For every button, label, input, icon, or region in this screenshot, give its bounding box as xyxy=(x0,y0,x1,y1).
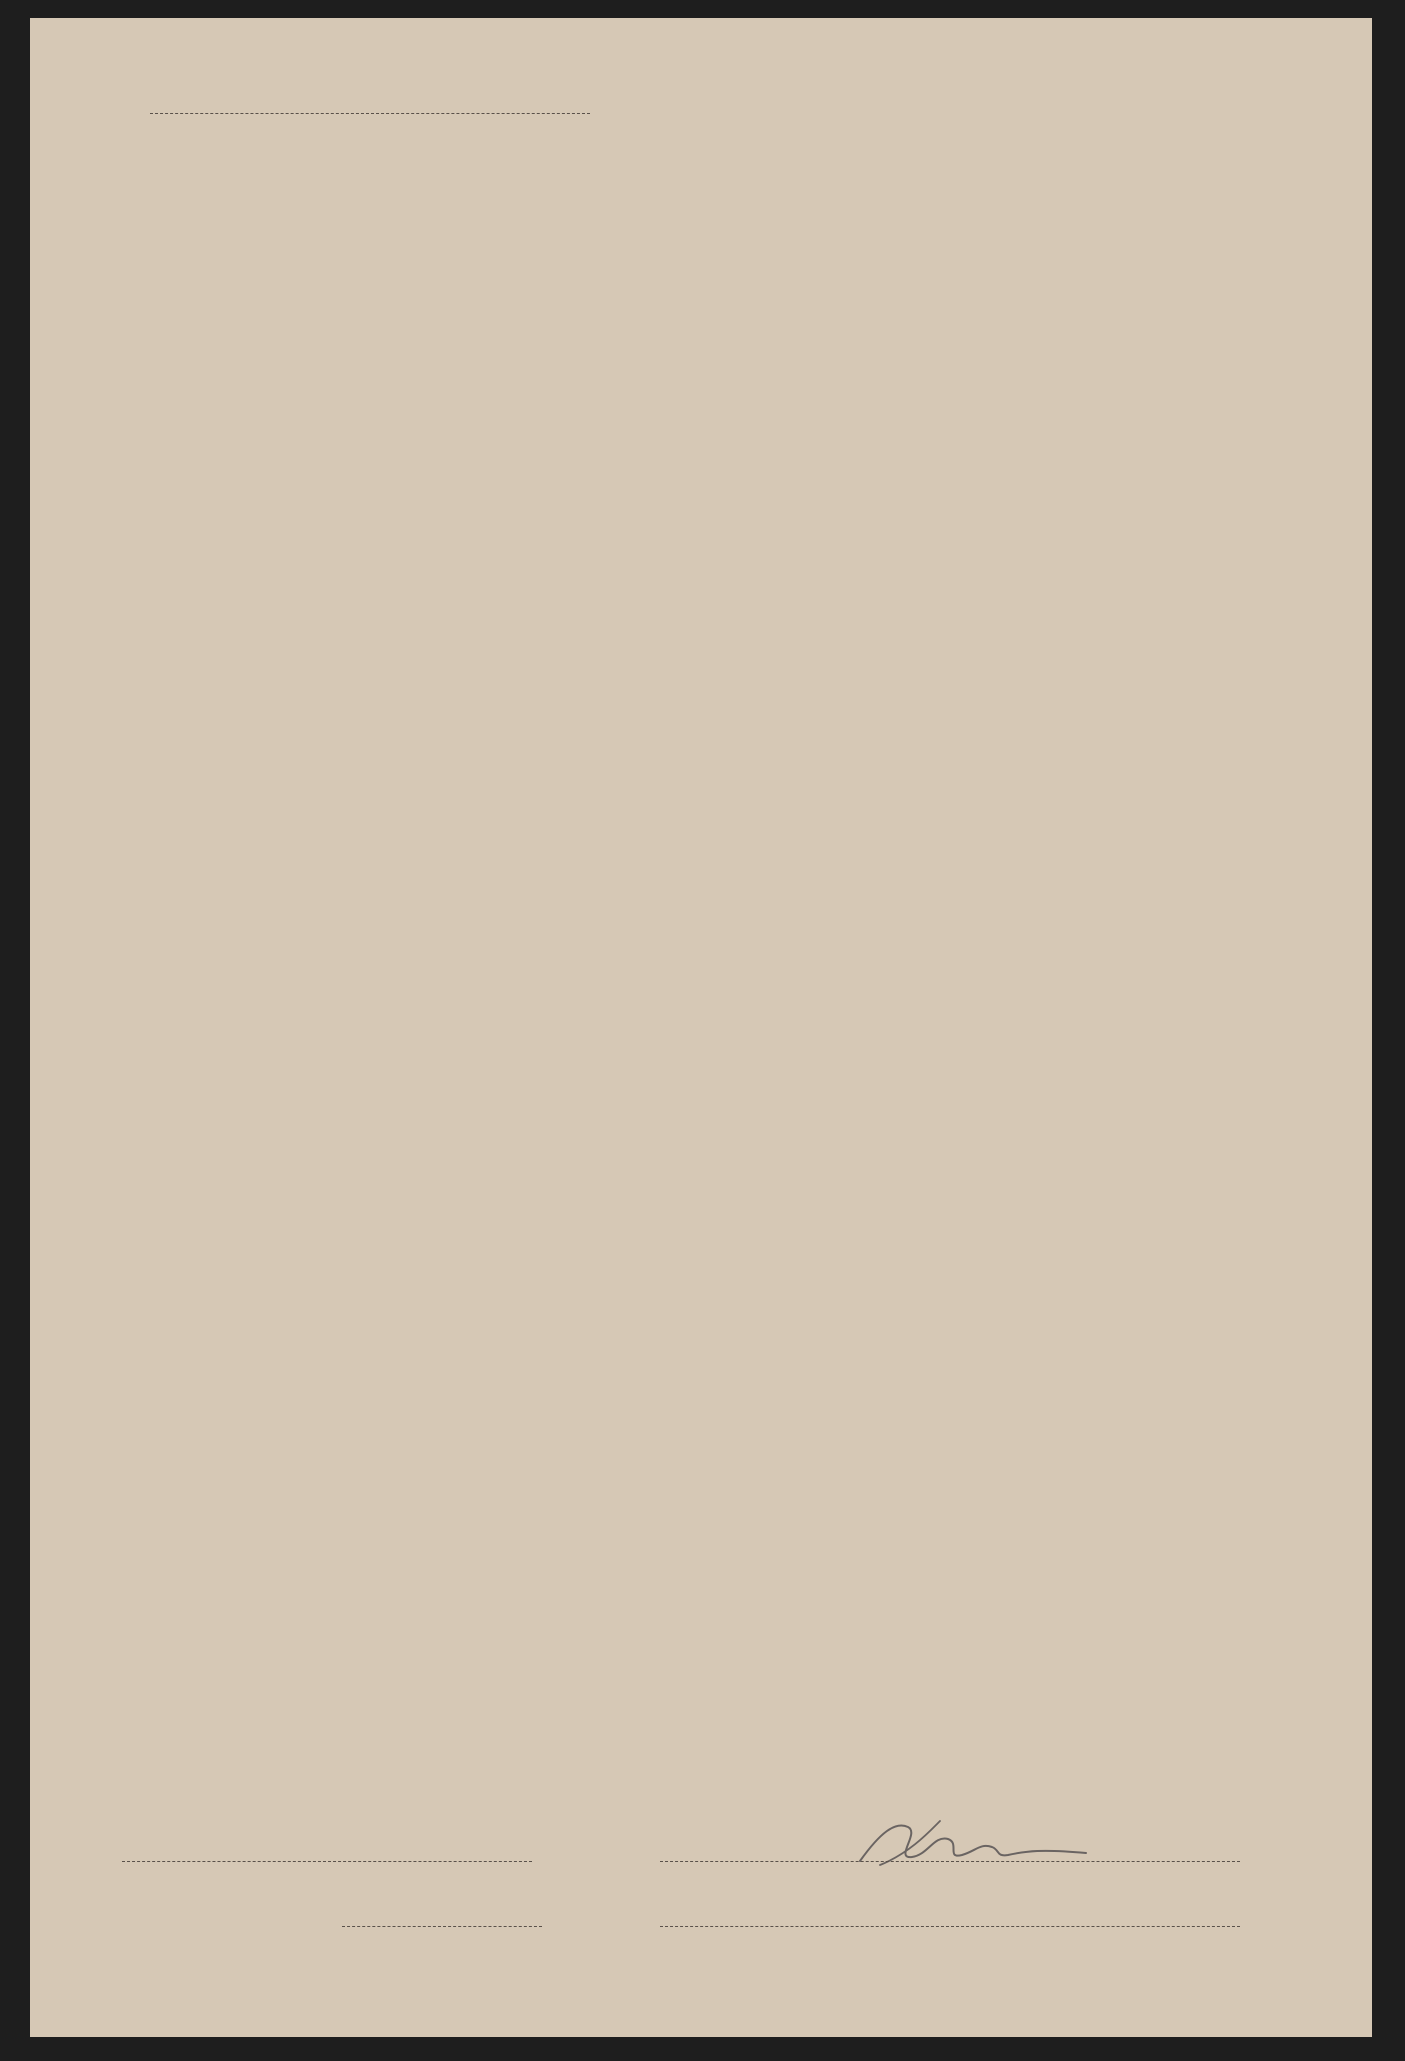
date-line xyxy=(342,1926,542,1927)
signature-line xyxy=(660,1861,1240,1862)
signature xyxy=(850,1813,1100,1878)
footer-unit-line xyxy=(122,1861,532,1862)
location-line xyxy=(660,1926,1240,1927)
form-sheet xyxy=(30,18,1372,2037)
unit-blank xyxy=(150,113,590,114)
